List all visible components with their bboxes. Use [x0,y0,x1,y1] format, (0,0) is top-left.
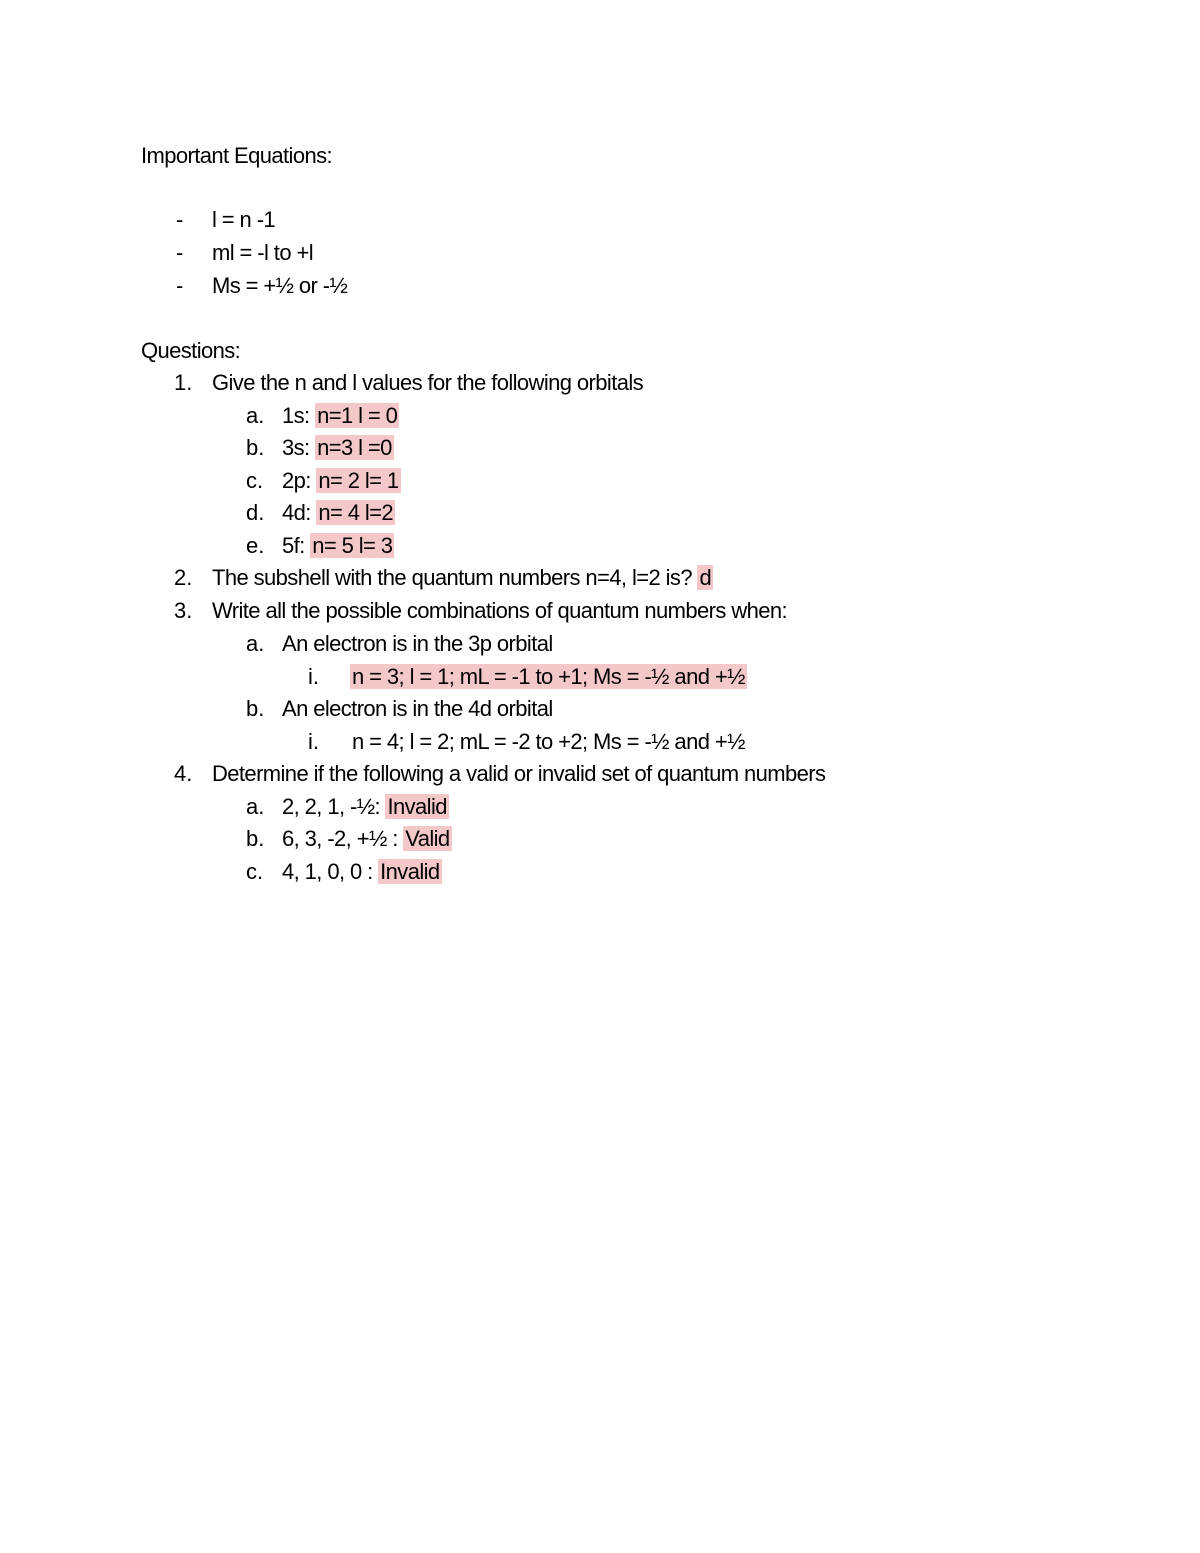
bullet-dash: - [176,273,184,298]
equation-1: l = n -1 [212,207,276,232]
equations-heading: Important Equations: [141,143,333,168]
equation-2: ml = -l to +l [212,240,314,265]
list-marker: b. [246,696,265,721]
item-prompt: 5f: [282,533,305,558]
question-2-text [212,563,713,593]
highlighted-answer: Invalid [387,794,447,819]
highlighted-answer: d [699,565,712,590]
list-marker: a. [246,794,265,819]
list-item [282,531,394,561]
item-prompt: 6, 3, -2, +½ : [282,826,398,851]
highlighted-answer: n= 4 l=2 [318,500,394,525]
list-item [282,824,452,854]
highlighted-answer: n = 3; l = 1; mL = -1 to +1; Ms = -½ and +½ [352,664,745,689]
highlighted-answer: n=3 l =0 [317,435,392,460]
list-marker: d. [246,500,265,525]
list-marker: c. [246,468,264,493]
sub-list-item: n = 4; l = 2; mL = -2 to +2; Ms = -½ and +½ [352,729,745,754]
item-prompt: 1s: [282,403,310,428]
highlighted-answer: n= 2 l= 1 [318,468,399,493]
highlighted-answer: n= 5 l= 3 [312,533,393,558]
highlighted-answer: Valid [405,826,450,851]
question-number: 2. [174,565,193,590]
equation-3: Ms = +½ or -½ [212,273,348,298]
list-item [282,401,399,431]
question-4-text: Determine if the following a valid or invalid set of quantum numbers [212,761,826,786]
list-marker: e. [246,533,265,558]
list-marker: c. [246,859,264,884]
bullet-dash: - [176,207,184,232]
question-1-text: Give the n and l values for the following orbitals [212,370,644,395]
list-marker: b. [246,435,265,460]
sub-list-item [350,662,747,692]
item-prompt: 4, 1, 0, 0 : [282,859,373,884]
question-number: 3. [174,598,193,623]
highlighted-answer: Invalid [380,859,440,884]
bullet-dash: - [176,240,184,265]
item-prompt: 2p: [282,468,311,493]
highlighted-answer: n=1 l = 0 [317,403,398,428]
item-prompt: 4d: [282,500,311,525]
item-prompt: 2, 2, 1, -½: [282,794,380,819]
question-text: The subshell with the quantum numbers n=4, l=2 is? [212,565,692,590]
list-item [282,857,442,887]
question-number: 4. [174,761,193,786]
item-prompt: 3s: [282,435,310,460]
questions-heading: Questions: [141,338,241,363]
list-item [282,498,395,528]
list-item [282,466,401,496]
list-marker: a. [246,631,265,656]
list-marker: b. [246,826,265,851]
question-number: 1. [174,370,193,395]
list-item: An electron is in the 3p orbital [282,631,553,656]
sub-list-marker: i. [308,664,319,689]
list-marker: a. [246,403,265,428]
question-3-text: Write all the possible combinations of quantum numbers when: [212,598,788,623]
list-item: An electron is in the 4d orbital [282,696,553,721]
list-item [282,792,449,822]
sub-list-marker: i. [308,729,319,754]
list-item [282,433,394,463]
